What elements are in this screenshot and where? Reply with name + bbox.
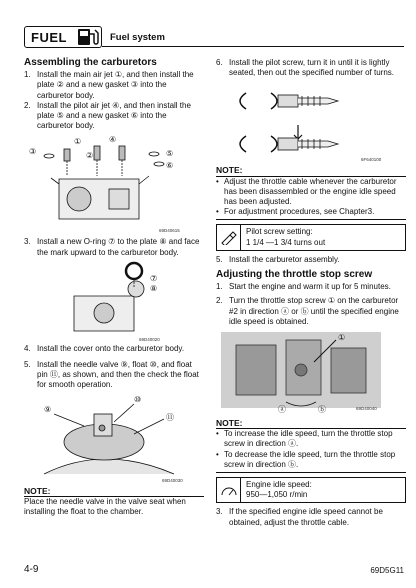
document-code: 69D5G11 bbox=[370, 566, 404, 575]
tachometer-icon bbox=[217, 478, 241, 502]
figure-throttle-screw bbox=[216, 330, 406, 414]
note-text: Place the needle valve in the valve seat when installing the float to the chamber. bbox=[24, 496, 186, 517]
callout: ⑤ bbox=[166, 149, 174, 159]
note-heading: NOTE: bbox=[216, 165, 406, 176]
specification-icon bbox=[217, 225, 241, 249]
step-number: 4. bbox=[24, 343, 31, 353]
section-title: Fuel system bbox=[110, 32, 165, 43]
note-heading: NOTE: bbox=[216, 418, 406, 429]
figure-code: 69D40030 bbox=[162, 477, 183, 483]
callout: ④ bbox=[109, 135, 117, 145]
step-item bbox=[24, 360, 204, 391]
right-column bbox=[216, 58, 406, 528]
step-item bbox=[216, 282, 406, 292]
figure-oring bbox=[24, 261, 204, 341]
carburetor-jets-illustration bbox=[24, 134, 184, 234]
spec-value: 950—1,050 r/min bbox=[246, 490, 308, 500]
note-heading: NOTE: bbox=[24, 486, 204, 497]
chapter-label: FUEL bbox=[31, 30, 67, 45]
callout: ⑧ bbox=[150, 283, 158, 293]
callout: ③ bbox=[29, 147, 37, 157]
step-number: 6. bbox=[216, 58, 223, 67]
note-bullet: • To increase the idle speed, turn the throttle stop screw in direction ⓐ. bbox=[216, 429, 406, 449]
step-number: 3. bbox=[24, 237, 31, 247]
figure-carburetor-jets bbox=[24, 134, 204, 234]
step-text: Install the needle valve ⑨, float ⑩, and float pin ⑪, as shown, and then the check the float for smooth operation. bbox=[37, 360, 199, 390]
callout: ② bbox=[86, 151, 94, 161]
step-item bbox=[216, 296, 406, 327]
spec-label: Pilot screw setting: bbox=[246, 227, 313, 237]
throttle-screw-illustration bbox=[216, 330, 386, 414]
callout: ① bbox=[74, 137, 82, 147]
pilot-screw-illustration bbox=[216, 81, 386, 161]
heading-throttle-stop: Adjusting the throttle stop screw bbox=[216, 269, 373, 281]
step-number: 5. bbox=[216, 254, 223, 264]
header-rule bbox=[102, 46, 404, 47]
callout: ① bbox=[338, 333, 346, 343]
step-item bbox=[216, 255, 406, 265]
step-text: Install the pilot air jet ④, and then install the plate ⑤ and a new gasket ⑥ into the carburetor body. bbox=[37, 100, 191, 131]
step-text: Install the carburetor assembly. bbox=[229, 254, 340, 264]
callout: ⑥ bbox=[166, 161, 174, 171]
step-number: 5. bbox=[24, 360, 31, 370]
step-item bbox=[24, 101, 204, 132]
callout: ⑪ bbox=[166, 412, 174, 422]
figure-code: 69D40040 bbox=[356, 406, 377, 412]
callout: ⓑ bbox=[318, 405, 326, 415]
figure-code: 69D40020 bbox=[139, 336, 160, 342]
figure-code: 6F640100 bbox=[361, 157, 382, 163]
callout: ⑨ bbox=[44, 404, 52, 414]
step-item bbox=[24, 344, 204, 354]
step-number: 1. bbox=[24, 70, 31, 80]
step-number: 3. bbox=[216, 507, 223, 517]
figure-float bbox=[24, 394, 204, 482]
step-item bbox=[24, 70, 204, 101]
note-bullet: • Adjust the throttle cable whenever the carburetor has been disassembled or the engine idle speed has been adjusted. bbox=[216, 177, 406, 208]
step-number: 2. bbox=[216, 296, 223, 306]
step-text: If the specified engine idle speed cannot be obtained, adjust the throttle cable. bbox=[229, 507, 383, 527]
callout: ⑦ bbox=[150, 273, 158, 283]
step-text: Install the pilot screw, turn it in until it is lightly seated, then out the specified number of turns. bbox=[229, 58, 394, 78]
step-item bbox=[216, 58, 406, 78]
step-number: 1. bbox=[216, 282, 223, 292]
left-column bbox=[24, 58, 204, 517]
step-text: Turn the throttle stop screw ① on the carburetor #2 in direction ⓐ or ⓑ until the specified engine idle speed is obtained. bbox=[229, 296, 399, 326]
note-bullet: • To decrease the idle speed, turn the throttle stop screw in direction ⓑ. bbox=[216, 450, 406, 473]
spec-box-idle-speed bbox=[216, 477, 406, 503]
chapter-tab bbox=[24, 26, 102, 48]
figure-code: 69D40615 bbox=[159, 228, 180, 234]
step-text: Install the cover onto the carburetor body. bbox=[37, 343, 185, 353]
step-text: Start the engine and warm it up for 5 minutes. bbox=[229, 282, 391, 292]
float-illustration bbox=[24, 394, 189, 482]
spec-label: Engine idle speed: bbox=[246, 480, 312, 490]
spec-box-pilot-screw bbox=[216, 224, 406, 250]
step-text: Install a new O-ring ⑦ to the plate ⑧ and face the mark upward to the carburetor body. bbox=[37, 237, 200, 257]
step-number: 2. bbox=[24, 100, 31, 110]
callout: ⑩ bbox=[134, 394, 142, 404]
spec-value: 1 1/4 —1 3/4 turns out bbox=[246, 237, 326, 247]
oring-illustration bbox=[24, 261, 184, 341]
callout: ⓐ bbox=[278, 405, 286, 415]
fuel-pump-icon bbox=[75, 28, 101, 46]
step-text: Install the main air jet ①, and then install the plate ② and a new gasket ③ into the carburetor body. bbox=[37, 70, 194, 100]
heading-assembling: Assembling the carburetors bbox=[24, 57, 157, 68]
page-header bbox=[24, 26, 404, 48]
step-item bbox=[24, 237, 204, 257]
page-number: 4-9 bbox=[24, 564, 39, 575]
step-item bbox=[216, 507, 406, 527]
figure-pilot-screw bbox=[216, 81, 406, 161]
note-bullet: • For adjustment procedures, see Chapter3. bbox=[216, 207, 406, 220]
